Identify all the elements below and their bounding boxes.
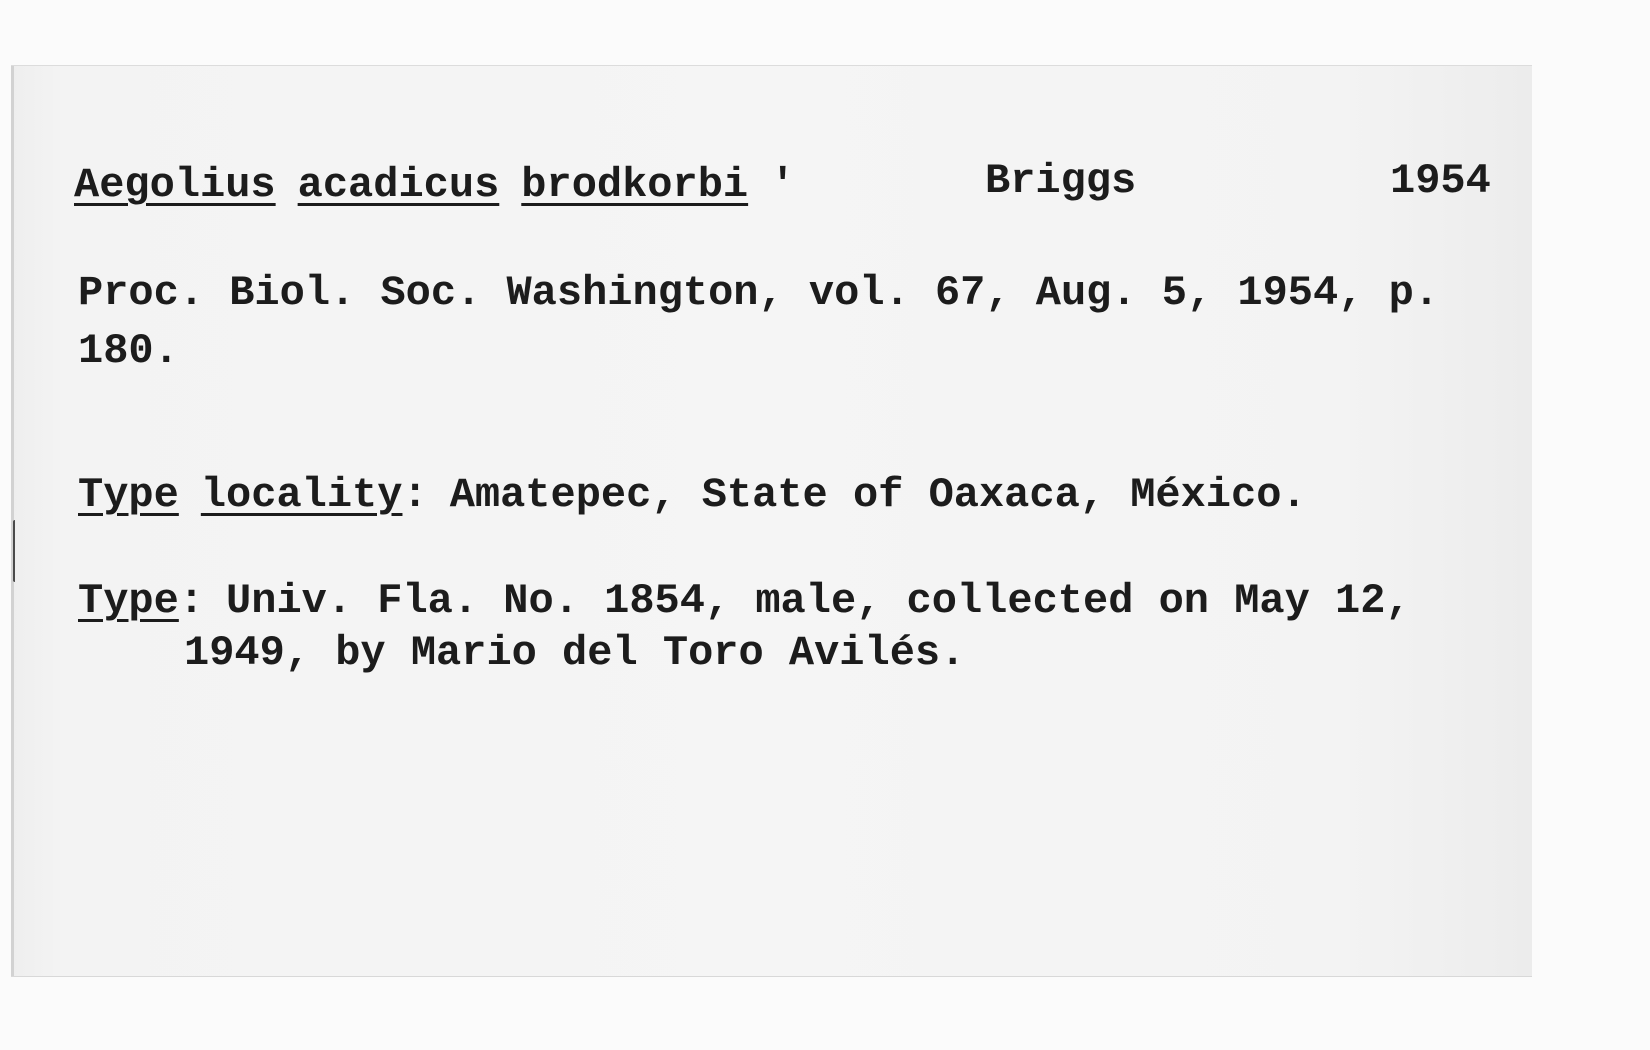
type-colon: : (178, 577, 205, 625)
publication-line-2: 180. (78, 327, 179, 375)
publication-line-1: Proc. Biol. Soc. Washington, vol. 67, Aug. 5, 1954, p. (78, 269, 1440, 317)
type-locality (78, 470, 1307, 520)
type-locality-value: Amatepec, State of Oaxaca, México. (449, 471, 1307, 519)
type-locality-colon: : (402, 471, 428, 519)
type-locality-label-word-2: locality (200, 471, 403, 519)
year: 1954 (1390, 157, 1491, 205)
type-locality-label-word-1: Type (78, 471, 179, 519)
author: Briggs (985, 157, 1137, 205)
type-specimen-line-1 (78, 576, 1411, 626)
taxon-mark: ' (770, 161, 796, 209)
subspecies: brodkorbi (521, 161, 749, 209)
taxon-name (74, 160, 795, 210)
type-specimen-line-2: 1949, by Mario del Toro Avilés. (184, 629, 966, 677)
genus: Aegolius (74, 161, 276, 209)
species: acadicus (297, 161, 500, 209)
type-specimen-text-1: Univ. Fla. No. 1854, male, collected on May 12, (226, 577, 1411, 625)
scan-edge-mark (13, 520, 18, 582)
type-label: Type (78, 577, 179, 625)
